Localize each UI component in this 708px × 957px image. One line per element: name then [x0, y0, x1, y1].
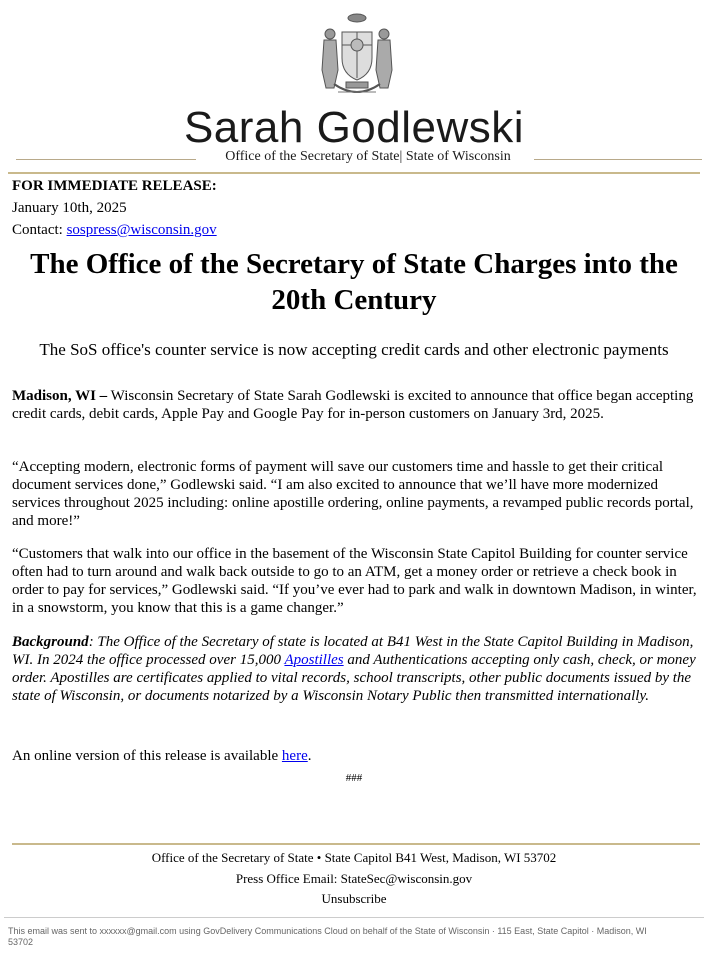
- header-office-row: [12, 147, 702, 169]
- paragraph-quote-1: “Accepting modern, electronic forms of payment will save our customers time and hassle to get their critical document services done,” Godlewski said. “I am also excited to announce that we’ll have more modernized services throughout 2025 including: online apostille ordering, online payments, a revamped public records portal, and more!”: [12, 459, 694, 529]
- govdelivery-notice: This email was sent to xxxxxx@gmail.com using GovDelivery Communications Cloud on behalf of the State of Wisconsin · 115 East, State Capitol · Madison, WI 53702: [8, 926, 647, 947]
- online-version-link[interactable]: here: [281, 748, 308, 764]
- office-subtitle: Office of the Secretary of State| State of Wisconsin: [225, 149, 511, 164]
- online-version-line: [12, 748, 311, 765]
- online-period: .: [307, 748, 312, 764]
- subheadline: The SoS office's counter service is now accepting credit cards and other electronic payments: [39, 340, 669, 359]
- paragraph-quote-2: “Customers that walk into our office in the basement of the Wisconsin State Capitol Building for counter service often had to turn around and walk back outside to go to an ATM, get a money order or retrieve a check book in order to pay for services,” Godlewski said. “If you’ve ever had to park and walk in downtown Madison, in winter, in a snowstorm, you know that this is a game changer.”: [12, 546, 697, 616]
- header-divider-left: [16, 159, 196, 160]
- end-mark: ###: [345, 772, 363, 784]
- header-divider-right: [534, 159, 702, 160]
- unsubscribe-link[interactable]: Unsubscribe: [321, 891, 387, 906]
- online-text: An online version of this release is available: [12, 748, 282, 764]
- footer-press-email: Press Office Email: StateSec@wisconsin.gov: [235, 871, 473, 886]
- release-date: January 10th, 2025: [12, 200, 127, 216]
- dateline: Madison, WI –: [12, 388, 108, 404]
- contact-email-link[interactable]: sospress@wisconsin.gov: [66, 222, 217, 238]
- sender-name: Sarah Godlewski: [183, 103, 525, 152]
- wisconsin-seal-icon: [308, 10, 406, 102]
- release-label: FOR IMMEDIATE RELEASE:: [12, 178, 217, 194]
- paragraph-intro: [12, 387, 700, 423]
- contact-label: Contact:: [12, 222, 63, 238]
- background-text-2: and Authentications accepting only cash, check, or money order. Apostilles are certificates applied to vital records, school transcripts, other public documents issued by the state of Wisconsin, or documents notarized by a Wisconsin Notary Public then transmitted internationally.: [12, 652, 696, 704]
- header-rule: [8, 172, 700, 174]
- contact-line: [12, 222, 217, 239]
- paragraph-background: [12, 633, 700, 705]
- apostilles-link[interactable]: Apostilles: [284, 652, 344, 668]
- footer-address: Office of the Secretary of State • State Capitol B41 West, Madison, WI 53702: [151, 850, 557, 865]
- headline: The Office of the Secretary of State Charges into the 20th Century: [30, 248, 678, 316]
- intro-text: Wisconsin Secretary of State Sarah Godlewski is excited to announce that office began accepting credit cards, debit cards, Apple Pay and Google Pay for in-person customers on January 3rd, 2025.: [12, 388, 694, 422]
- footer-rule: [12, 843, 700, 845]
- govdelivery-rule: [4, 917, 704, 918]
- background-label: Background: [12, 634, 89, 650]
- background-text-1: : The Office of the Secretary of state is located at B41 West in the State Capitol Building in Madison, WI. In 2024 the office processed over 15,000: [12, 634, 694, 668]
